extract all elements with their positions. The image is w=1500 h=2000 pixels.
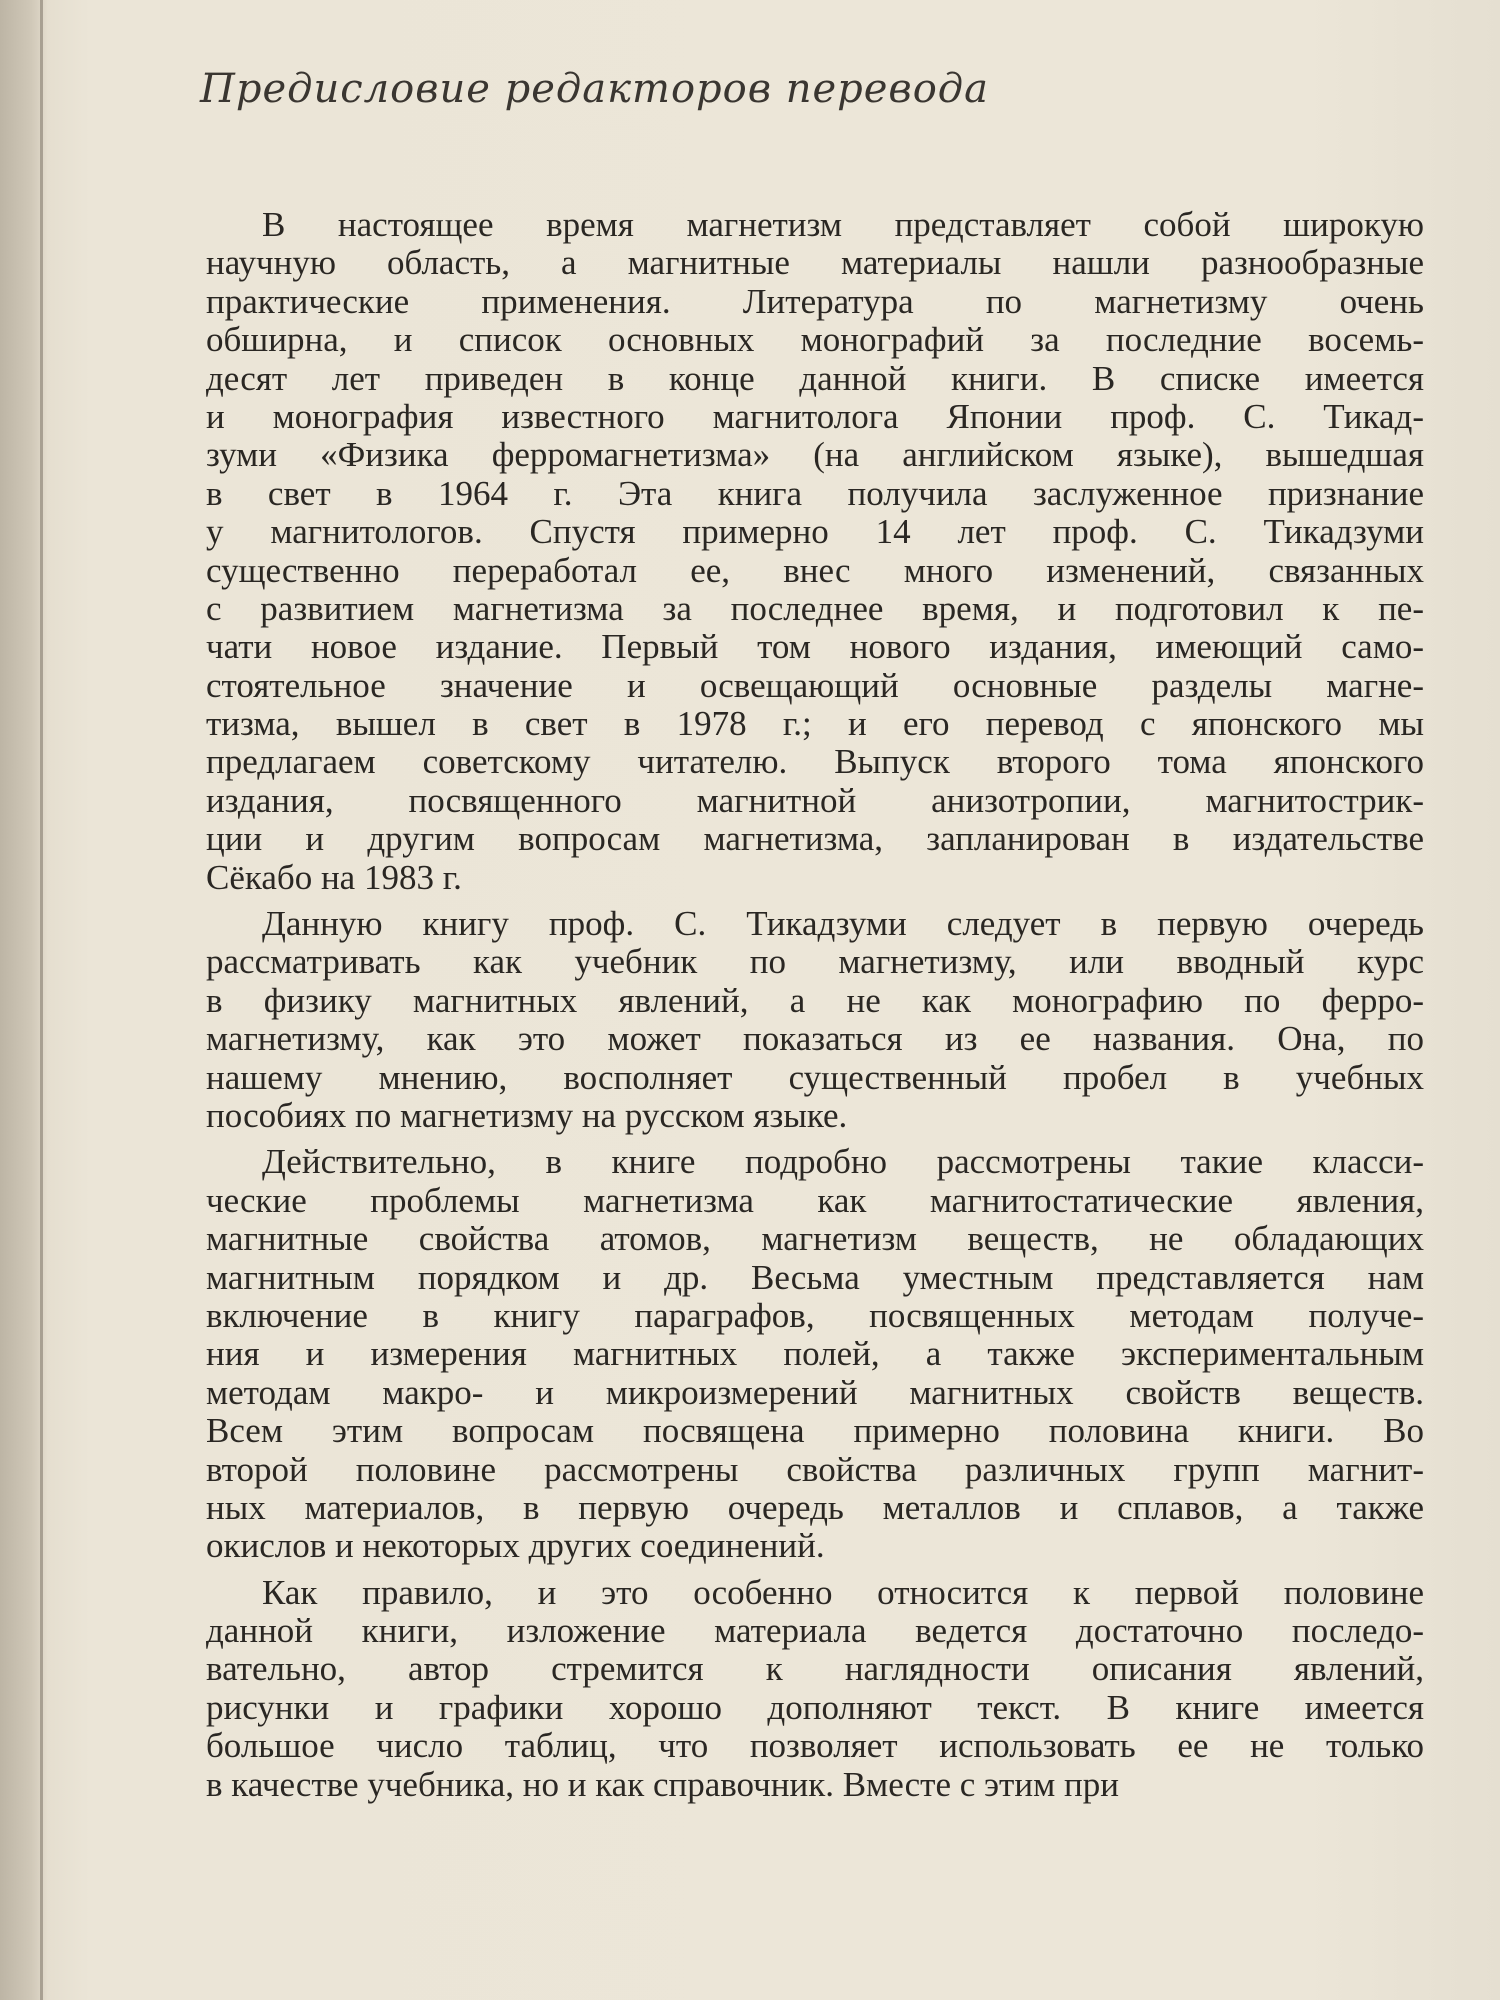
text-line: большое число таблиц, что позволяет использовать ее не только [206, 1726, 1424, 1766]
text-line: магнетизму, как это может показаться из ее названия. Она, по [206, 1019, 1424, 1059]
text-line: магнитным порядком и др. Весьма уместным представляется нам [206, 1257, 1424, 1297]
text-line: существенно переработал ее, внес много изменений, связанных [206, 550, 1424, 590]
text-line: ческие проблемы магнетизма как магнитостатические явления, [206, 1180, 1424, 1220]
paragraph [206, 905, 1424, 1135]
text-line: пособиях по магнетизму на русском языке. [206, 1095, 848, 1135]
text-line: данной книги, изложение материала ведется достаточно последо- [206, 1611, 1424, 1651]
text-line: магнитные свойства атомов, магнетизм веществ, не обладающих [206, 1219, 1424, 1259]
text-line: окислов и некоторых других соединений. [206, 1526, 825, 1566]
text-line: второй половине рассмотрены свойства различных групп магнит- [206, 1449, 1424, 1489]
text-line: Сёкабо на 1983 г. [206, 857, 462, 897]
paragraph [206, 206, 1424, 897]
text-line: вательно, автор стремится к наглядности описания явлений, [206, 1649, 1424, 1689]
text-line: зуми «Физика ферромагнетизма» (на английском языке), вышедшая [206, 435, 1424, 475]
text-line: Данную книгу проф. С. Тикадзуми следует в первую очередь [262, 904, 1424, 944]
text-line: в свет в 1964 г. Эта книга получила заслуженное признание [206, 473, 1424, 513]
text-line: обширна, и список основных монографий за последние восемь- [206, 320, 1424, 360]
text-line: чати новое издание. Первый том нового издания, имеющий само- [206, 627, 1424, 667]
text-line: ния и измерения магнитных полей, а также экспериментальным [206, 1334, 1424, 1374]
text-line: стоятельное значение и освещающий основные разделы магне- [206, 665, 1424, 705]
text-line: Всем этим вопросам посвящена примерно половина книги. Во [206, 1411, 1424, 1451]
text-line: В настоящее время магнетизм представляет собой широкую [262, 205, 1424, 244]
text-line: рассматривать как учебник по магнетизму, или вводный курс [206, 942, 1424, 982]
text-line: предлагаем советскому читателю. Выпуск второго тома японского [206, 742, 1424, 782]
text-line: включение в книгу параграфов, посвященных методам получе- [206, 1295, 1424, 1335]
text-line: в физику магнитных явлений, а не как монографию по ферро- [206, 980, 1424, 1020]
text-line: десят лет приведен в конце данной книги. В списке имеется [206, 358, 1424, 398]
text-line: тизма, вышел в свет в 1978 г.; и его перевод с японского мы [206, 704, 1424, 744]
paragraph [206, 1143, 1424, 1565]
text-line: и монография известного магнитолога Японии проф. С. Тикад- [206, 396, 1424, 436]
text-line: практические применения. Литература по магнетизму очень [206, 281, 1424, 321]
text-line: Действительно, в книге подробно рассмотрены такие класси- [262, 1142, 1424, 1182]
text-line: нашему мнению, восполняет существенный пробел в учебных [206, 1057, 1424, 1097]
paragraph [206, 1574, 1424, 1804]
section-heading: Предисловие редакторов перевода [200, 66, 989, 112]
page-binding-edge [40, 0, 43, 2000]
text-line: научную область, а магнитные материалы нашли разнообразные [206, 243, 1424, 283]
text-line: издания, посвященного магнитной анизотропии, магнитострик- [206, 780, 1424, 820]
text-line: Как правило, и это особенно относится к первой половине [262, 1572, 1424, 1612]
text-line: ных материалов, в первую очередь металлов и сплавов, а также [206, 1487, 1424, 1527]
text-line: рисунки и графики хорошо дополняют текст. В книге имеется [206, 1687, 1424, 1727]
text-line: в качестве учебника, но и как справочник. Вместе с этим при [206, 1764, 1119, 1804]
text-line: с развитием магнетизма за последнее время, и подготовил к пе- [206, 588, 1424, 628]
text-line: ции и другим вопросам магнетизма, запланирован в издательстве [206, 819, 1424, 859]
text-line: у магнитологов. Спустя примерно 14 лет проф. С. Тикадзуми [206, 512, 1424, 552]
text-line: методам макро- и микроизмерений магнитных свойств веществ. [206, 1372, 1424, 1412]
body-text [206, 206, 1424, 1804]
